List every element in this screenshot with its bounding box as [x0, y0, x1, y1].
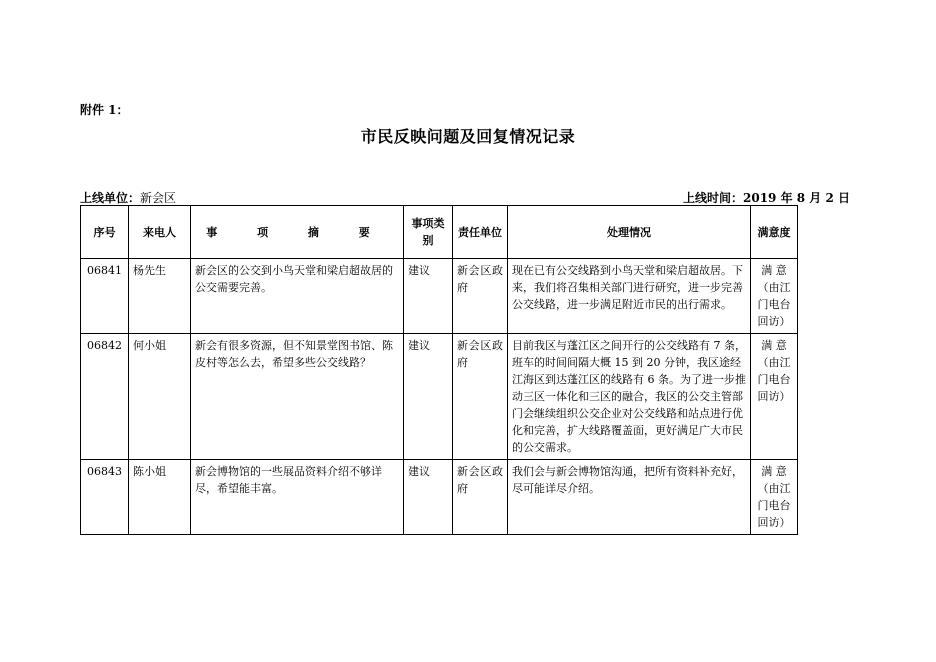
- time-label: 上线时间：: [682, 191, 743, 205]
- time-value: 2019 年 8 月 2 日: [743, 191, 850, 205]
- row-satisfaction: 满 意（由江门电台回访）: [751, 259, 798, 334]
- row-caller: 杨先生: [129, 259, 191, 334]
- row-handling: 现在已有公交线路到小鸟天堂和梁启超故居。下来，我们将召集相关部门进行研究，进一步完善公交线路，进一步满足附近市民的出行需求。: [508, 259, 751, 334]
- header-category: 事项类别: [404, 206, 453, 259]
- row-seq: 06841: [81, 259, 129, 334]
- time-line: [683, 189, 850, 206]
- row-summary: 新会有很多资源，但不知景堂图书馆、陈皮村等怎么去，希望多些公交线路？: [191, 334, 404, 460]
- row-caller: 何小姐: [129, 334, 191, 460]
- table-row: [81, 460, 798, 535]
- row-summary: 新会区的公交到小鸟天堂和梁启超故居的公交需要完善。: [191, 259, 404, 334]
- unit-value: 新会区: [140, 191, 177, 205]
- row-responsible: 新会区政府: [453, 460, 508, 535]
- attachment-label: 附件 1：: [80, 103, 129, 117]
- table-row: [81, 334, 798, 460]
- row-category: 建议: [404, 334, 453, 460]
- row-handling: 目前我区与蓬江区之间开行的公交线路有 7 条，班车的时间间隔大概 15 到 20 分钟，我区途经江海区到达蓬江区的线路有 6 条。为了进一步推动三区一体化和三区的融合，我区的公交主管部门会继续组织公交企业对公交线路和站点进行优化和完善，扩大线路覆盖面，更好满足广大市民的公交需求。: [508, 334, 751, 460]
- row-handling: 我们会与新会博物馆沟通，把所有资料补充好，尽可能详尽介绍。: [508, 460, 751, 535]
- header-responsible: 责任单位: [453, 206, 508, 259]
- header-handling: 处理情况: [508, 206, 751, 259]
- unit-line: [80, 189, 176, 206]
- header-seq: 序号: [81, 206, 129, 259]
- row-satisfaction: 满 意（由江门电台回访）: [751, 460, 798, 535]
- unit-label: 上线单位：: [80, 191, 141, 205]
- document-title: 市民反映问题及回复情况记录: [360, 127, 576, 146]
- header-caller: 来电人: [129, 206, 191, 259]
- row-caller: 陈小姐: [129, 460, 191, 535]
- row-responsible: 新会区政府: [453, 334, 508, 460]
- row-seq: 06842: [81, 334, 129, 460]
- row-category: 建议: [404, 259, 453, 334]
- row-category: 建议: [404, 460, 453, 535]
- row-satisfaction: 满 意（由江门电台回访）: [751, 334, 798, 460]
- header-satisfaction: 满意度: [751, 206, 798, 259]
- header-summary: 事 项 摘 要: [191, 206, 404, 259]
- row-summary: 新会博物馆的一些展品资料介绍不够详尽，希望能丰富。: [191, 460, 404, 535]
- record-table: [80, 205, 798, 535]
- table-row: [81, 259, 798, 334]
- header-row: [81, 206, 798, 259]
- row-seq: 06843: [81, 460, 129, 535]
- row-responsible: 新会区政府: [453, 259, 508, 334]
